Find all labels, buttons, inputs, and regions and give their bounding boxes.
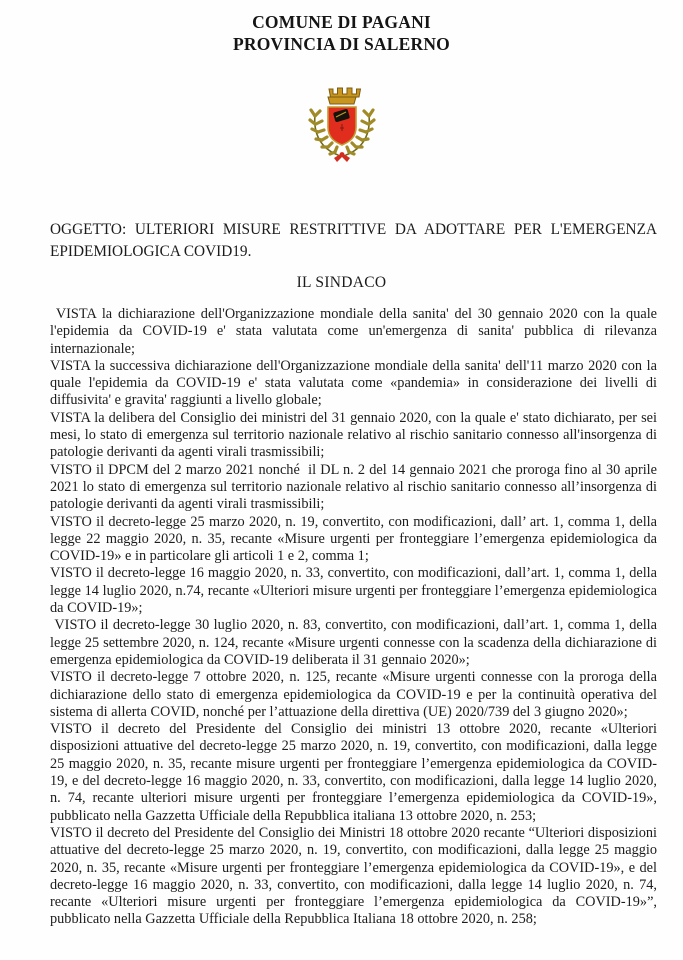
recital-paragraph-6: VISTO il decreto-legge 16 maggio 2020, n. 33, convertito, con modificazioni, dall’art. 1, comma 1, della legge 14 luglio 2020, n.74, recante «Ulteriori misure urgenti per fronteggiare l’emergenza epidemiologica da COVID-19»;	[50, 565, 661, 617]
recital-paragraph-5: VISTO il decreto-legge 25 marzo 2020, n. 19, convertito, con modificazioni, dall’ art. 1, comma 1, della legge 22 maggio 2020, n. 35, recante «Misure urgenti per fronteggiare l’emergenza epidemiologica da COVID-19» e in particolare gli articoli 1 e 2, comma 1;	[50, 513, 661, 565]
coat-of-arms-icon	[300, 83, 384, 163]
recital-paragraph-7: VISTO il decreto-legge 30 luglio 2020, n. 83, convertito, con modificazioni, dall’art. 1, comma 1, della legge 25 settembre 2020, n. 124, recante «Misure urgenti connesse con la scadenza della dichiarazione di emergenza epidemiologica da COVID-19 deliberata il 31 gennaio 2020»;	[50, 617, 661, 668]
recitals-section	[50, 306, 661, 929]
municipality-name: COMUNE DI PAGANI	[252, 12, 431, 32]
recital-paragraph-2: VISTA la successiva dichiarazione dell'Organizzazione mondiale della sanita' dell'11 marzo 2020 con la quale l'epidemia da COVID-19 e' stata valutata come «pandemia» in considerazione dei livelli di diffusivita' e gravita' raggiunti a livello globale;	[50, 357, 661, 409]
document-header	[0, 0, 683, 55]
recital-paragraph-1: VISTA la dichiarazione dell'Organizzazione mondiale della sanita' del 30 gennaio 2020 con la quale l'epidemia da COVID-19 e' stata valutata come un'emergenza di sanita' pubblica di rilevanza internazionale;	[50, 306, 661, 357]
recital-paragraph-10: VISTO il decreto del Presidente del Consiglio dei Ministri 18 ottobre 2020 recante “Ulteriori disposizioni attuative del decreto-legge 25 marzo 2020, n. 19, convertito, con modificazioni, dalla legge 25 maggio 2020, n. 35, recante «Misure urgenti per fronteggiare l’emergenza epidemiologica da COVID-19», e del decreto-legge 16 maggio 2020, n. 33, convertito, con modificazioni, dalla legge 14 luglio 2020, n. 74, recante «Ulteriori misure urgenti per fronteggiare l’emergenza epidemiologica da COVID-19»”, pubblicato nella Gazzetta Ufficiale della Repubblica Italiana 18 ottobre 2020, n. 258;	[50, 824, 661, 928]
province-name: PROVINCIA DI SALERNO	[233, 34, 450, 54]
subject-line: OGGETTO: ULTERIORI MISURE RESTRITTIVE DA ADOTTARE PER L'EMERGENZA EPIDEMIOLOGICA COVID19.	[50, 221, 657, 260]
recital-paragraph-8: VISTO il decreto-legge 7 ottobre 2020, n. 125, recante «Misure urgenti connesse con la proroga della dichiarazione dello stato di emergenza epidemiologica da COVID-19 e per la continuità operativa del sistema di allerta COVID, nonché per l’attuazione della direttiva (UE) 2020/739 del 3 giugno 2020»;	[50, 669, 661, 720]
coat-of-arms	[0, 83, 683, 163]
shield-icon	[328, 107, 356, 145]
recital-paragraph-4: VISTO il DPCM del 2 marzo 2021 nonché il DL n. 2 del 14 gennaio 2021 che proroga fino al 30 aprile 2021 lo stato di emergenza sul territorio nazionale relativo al rischio sanitario connesso all’insorgenza di patologie derivanti da agenti virali trasmissibili;	[50, 461, 661, 513]
issuer-heading: IL SINDACO	[296, 274, 387, 291]
recital-paragraph-9: VISTO il decreto del Presidente del Consiglio dei ministri 13 ottobre 2020, recante «Ulteriori disposizioni attuative del decreto-legge 25 marzo 2020, n. 19, convertito, con modificazioni, dalla legge 25 maggio 2020, n. 35, recante misure urgenti per fronteggiare l’emergenza epidemiologica da COVID-19, e del decreto-legge 16 maggio 2020, n. 33, convertito, con modificazioni, dalla legge 14 luglio 2020, n. 74, recante ulteriori misure urgenti per fronteggiare l’emergenza epidemiologica da COVID-19», pubblicato nella Gazzetta Ufficiale della Repubblica italiana 13 ottobre 2020, n. 253;	[50, 721, 661, 824]
crown-icon	[328, 88, 361, 104]
recital-paragraph-3: VISTA la delibera del Consiglio dei ministri del 31 gennaio 2020, con la quale e' stato dichiarato, per sei mesi, lo stato di emergenza sul territorio nazionale relativo al rischio sanitario connesso all'insorgenza di patologie derivanti da agenti virali trasmissibili;	[50, 409, 661, 461]
